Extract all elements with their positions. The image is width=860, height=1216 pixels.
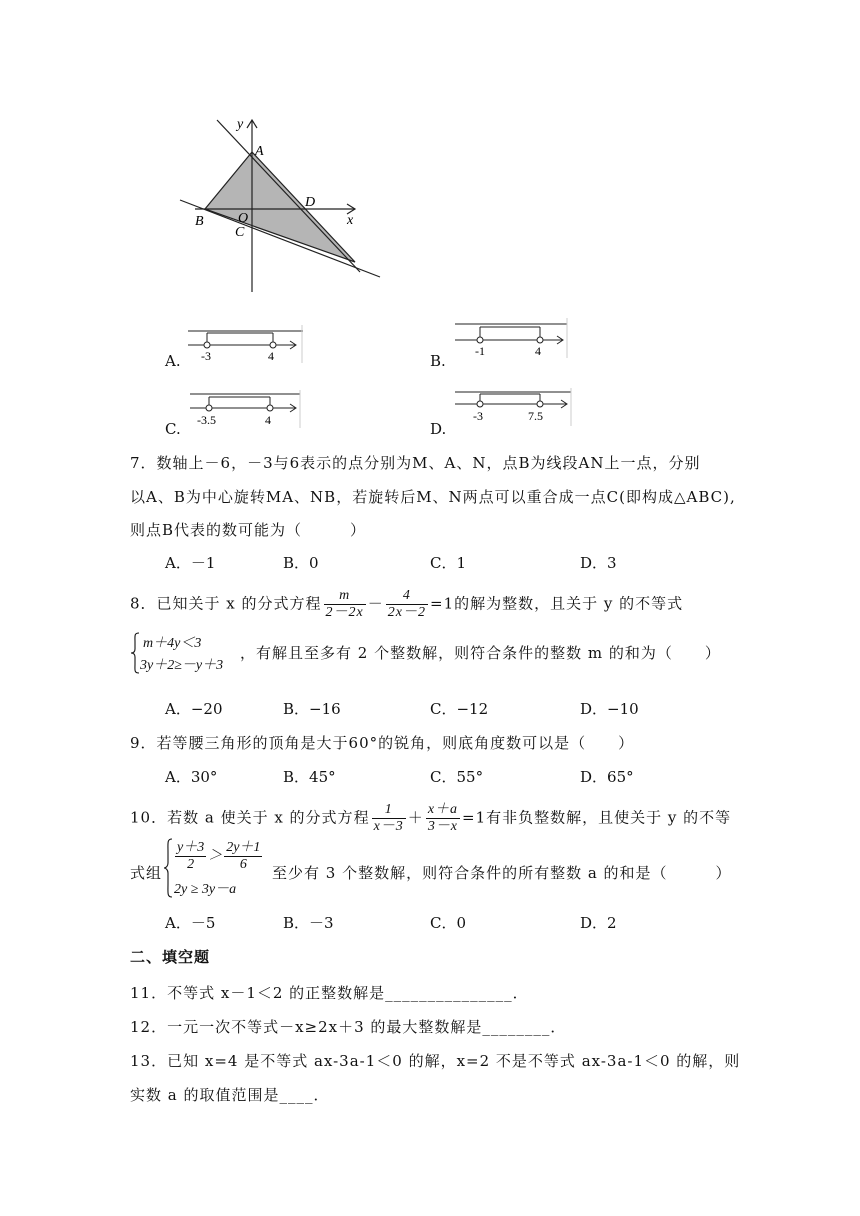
- q11-text: 11．不等式 x－1＜2 的正整数解是_______________．: [130, 984, 529, 1002]
- q8-system-row1: m＋4y＜3: [143, 636, 202, 651]
- q10-sys-frac-a: $\frac{y+3}{2}$: [177, 840, 205, 872]
- q10-sys-frac-b: $\frac{2y+1}{6}$: [226, 840, 261, 872]
- shaded-triangle: [205, 152, 355, 262]
- q6-option-c-numberline: [190, 390, 302, 428]
- q7-line3: 则点B代表的数可能为（ ）: [130, 521, 367, 539]
- q8-minus: －: [367, 594, 384, 613]
- label-a: A: [255, 144, 264, 159]
- tick-label: -3: [473, 409, 483, 423]
- q13-line1: 13．已知 x=4 是不等式 ax-3a-1＜0 的解，x=2 不是不等式 ax-3a-1＜0 的解，则: [130, 1052, 741, 1070]
- q7-option-a: A．－1: [165, 554, 216, 572]
- q7-option-d: D．3: [580, 554, 617, 572]
- q10-option-c: C．0: [430, 914, 467, 932]
- q10-fraction-1: $\frac{1}{x-3}$: [373, 802, 404, 834]
- q8-option-d: D．−10: [580, 700, 639, 718]
- q8-fraction-1: $\frac{m}{2-2x}$: [325, 588, 364, 620]
- q8-fraction-2: $\frac{4}{2x-2}$: [387, 588, 426, 620]
- q7-option-c: C．1: [430, 554, 467, 572]
- q7-line1: 7．数轴上－6，－3与6表示的点分别为M、A、N，点B为线段AN上一点，分别: [130, 454, 701, 472]
- q8-system-suffix: ，有解且至多有 2 个整数解，则符合条件的整数 m 的和为（ ）: [240, 644, 721, 662]
- q12-text: 12．一元一次不等式－x≥2x＋3 的最大整数解是________．: [130, 1018, 567, 1036]
- q6-option-d-letter: D.: [430, 420, 447, 438]
- q10-option-a: A．－5: [165, 914, 216, 932]
- label-x: x: [347, 213, 354, 228]
- q10-fraction-2: $\frac{x+a}{3-x}$: [427, 802, 459, 834]
- label-c: C: [235, 225, 245, 240]
- q8-system-row2: 3y＋2≥－y＋3: [140, 658, 224, 673]
- q6-option-a-letter: A.: [165, 352, 181, 370]
- q13-line2: 实数 a 的取值范围是____．: [130, 1086, 330, 1104]
- q8-line1: [130, 588, 683, 621]
- q6-option-b-numberline: [455, 318, 570, 358]
- label-o: O: [238, 211, 249, 226]
- q10-plus: ＋: [407, 808, 424, 827]
- q10-sys-gt: ＞: [208, 848, 223, 864]
- q8-prefix: 8．已知关于 x 的分式方程: [130, 594, 322, 613]
- q10-system-suffix: 至少有 3 个整数解，则符合条件的所有整数 a 的和是（ ）: [272, 864, 732, 882]
- q8-option-c: C．−12: [430, 700, 489, 718]
- label-b: B: [195, 214, 204, 229]
- tick-label: -3: [201, 349, 211, 363]
- q9-option-c: C．55°: [430, 768, 484, 786]
- q8-brace: [130, 632, 140, 674]
- tick-label: 4: [268, 349, 274, 363]
- q9-option-a: A．30°: [165, 768, 218, 786]
- coordinate-figure: [175, 112, 390, 297]
- q8-suffix: =1的解为整数，且关于 y 的不等式: [430, 594, 684, 613]
- q10-brace: [163, 838, 173, 898]
- q10-lead: 式组: [130, 864, 163, 882]
- q6-option-d-numberline: [455, 388, 573, 426]
- tick-label: -3.5: [197, 413, 216, 427]
- q7-option-b: B．0: [283, 554, 319, 572]
- q10-line1: [130, 802, 731, 835]
- q6-option-a-numberline: [188, 325, 303, 363]
- q10-prefix: 10．若数 a 使关于 x 的分式方程: [130, 808, 370, 827]
- q10-option-d: D．2: [580, 914, 617, 932]
- q8-option-b: B．−16: [283, 700, 341, 718]
- q10-system-row1: [173, 840, 264, 873]
- q9-option-d: D．65°: [580, 768, 634, 786]
- q6-option-c-letter: C.: [165, 420, 181, 438]
- q9-option-b: B．45°: [283, 768, 336, 786]
- q9-text: 9．若等腰三角形的顶角是大于60°的锐角，则底角度数可以是（ ）: [130, 734, 635, 752]
- tick-label: 7.5: [528, 409, 543, 423]
- q6-option-b-letter: B.: [430, 352, 446, 370]
- tick-label: 4: [535, 344, 541, 358]
- q8-option-a: A．−20: [165, 700, 223, 718]
- q10-option-b: B．－3: [283, 914, 334, 932]
- label-y: y: [237, 117, 244, 132]
- q10-suffix: =1有非负整数解，且使关于 y 的不等: [462, 808, 732, 827]
- section2-title: 二、填空题: [130, 948, 211, 966]
- tick-label: 4: [265, 413, 271, 427]
- q10-system-row2: 2y ≥ 3y－a: [174, 882, 237, 897]
- tick-label: -1: [475, 344, 485, 358]
- q7-line2: 以A、B为中心旋转MA、NB，若旋转后M、N两点可以重合成一点C(即构成△ABC),: [130, 488, 736, 506]
- label-d: D: [305, 195, 316, 210]
